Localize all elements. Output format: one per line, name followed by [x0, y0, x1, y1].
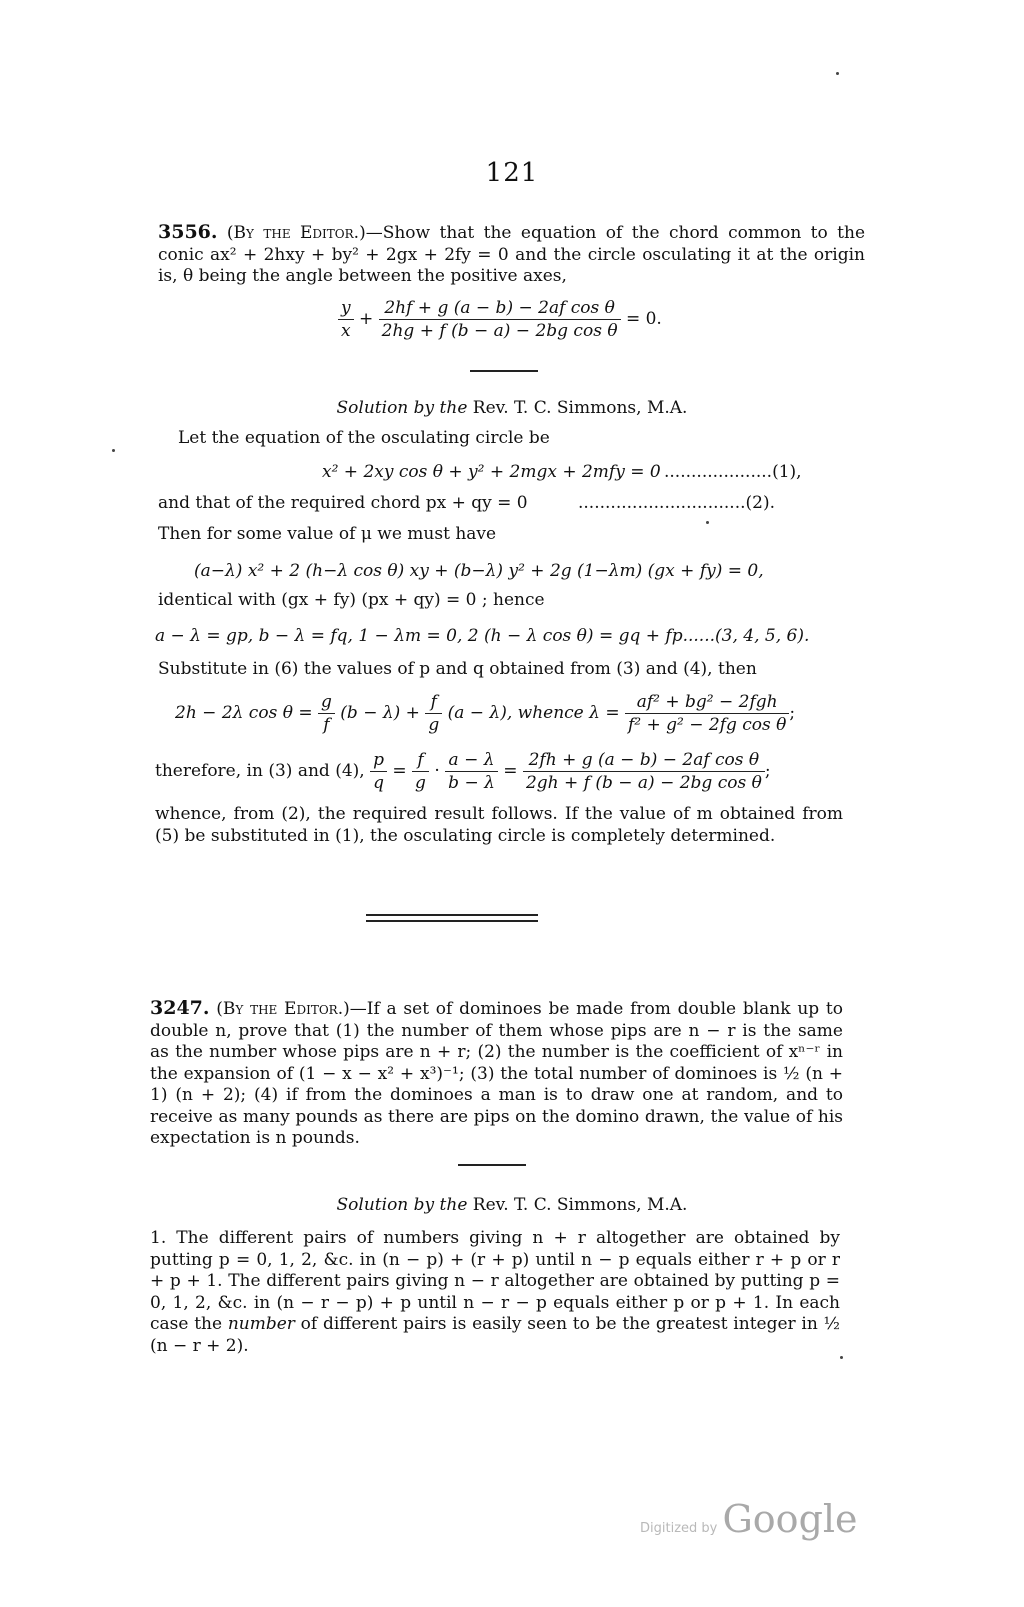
y-over-x: $\frac{y}{x}$ — [338, 298, 354, 341]
solution-2-text: 1. The different pairs of numbers giving n + r altogether are obtained by putting p = 0, 1, 2, &c. in (n − p) + (r + p) until n − p equals either r + p or r + p + 1. The different pairs giving n − r altogether are obtained by putting p = 0, 1, 2, &c. in (n − r − p) + p until n − r − p equals either p or p + 1. In each case the number of different pairs is easily seen to be the greatest integer in ½ (n − r + 2). — [150, 1228, 841, 1356]
problem-text: —If a set of dominoes be made from double blank up to double n, prove that (1) the number of them whose pips are n − r is the same as the number whose pips are n + r; (2) the number is the coefficient of xⁿ⁻ʳ in the expansion of (1 − x − x² + x³)⁻¹; (3) the total number of dominoes is ½ (n + 1) (n + 2); (4) if from the dominoes a man is to draw one at random, and to receive as many pounds as there are pips on the domino drawn, the value of his expectation is n pounds. — [150, 999, 843, 1148]
conditions-equation: a − λ = gp, b − λ = fq, 1 − λm = 0, 2 (h − λ cos θ) = gq + fp......(3, 4, 5, 6). — [155, 626, 810, 646]
problem-3247 — [150, 998, 843, 1150]
problem-number: 3556. — [158, 221, 218, 243]
double-divider-bottom — [366, 920, 538, 922]
solution-line: Let the equation of the osculating circle be — [178, 428, 550, 448]
problem-number: 3247. — [150, 997, 210, 1019]
chord-line: and that of the required chord px + qy = 0 — [158, 493, 528, 513]
double-divider-top — [366, 914, 538, 916]
watermark-small: Digitized by — [640, 1521, 718, 1536]
print-speck — [112, 449, 115, 452]
main-numerator: 2hf + g (a − b) − 2af cos θ — [379, 298, 621, 320]
main-equation-rhs: = 0. — [625, 309, 662, 329]
main-equation: $\frac{y}{x}$ + $\frac{\text{2hf + g (a − b) − 2af cos θ}}{\text{2hg + f (b − a) − 2bg cos θ}}$ = 0. — [338, 298, 662, 341]
main-denominator: 2hg + f (b − a) − 2bg cos θ — [381, 321, 618, 341]
solution-closing: whence, from (2), the required result follows. If the value of m obtained from (5) be substituted in (1), the osculating circle is completely determined. — [155, 804, 843, 846]
watermark-logo: Google — [722, 1497, 858, 1541]
problem-author: (By the Editor.) — [216, 999, 350, 1019]
solution-heading: Solution by the Rev. T. C. Simmons, M.A. — [336, 398, 688, 418]
short-divider — [458, 1164, 526, 1166]
equation-tag-1: ....................(1), — [664, 462, 802, 482]
solution-line: Substitute in (6) the values of p and q obtained from (3) and (4), then — [158, 659, 757, 679]
solution-line: Then for some value of μ we must have — [158, 524, 497, 544]
circle-equation: x² + 2xy cos θ + y² + 2mgx + 2mfy = 0 — [322, 462, 661, 482]
short-divider — [470, 370, 538, 372]
print-speck — [836, 72, 839, 75]
equation-tag-2: ...............................(2). — [578, 493, 776, 513]
solution-line: identical with (gx + fy) (px + qy) = 0 ; hence — [158, 590, 545, 610]
page-number: 121 — [485, 158, 539, 188]
problem-3556 — [158, 222, 865, 288]
solution-heading: Solution by the Rev. T. C. Simmons, M.A. — [336, 1195, 688, 1215]
problem-text: —Show that the equation of the chord common to the conic ax² + 2hxy + by² + 2gx + 2fy = 0 and the circle osculating it at the origin is, θ being the angle between the positive axes, — [158, 223, 865, 286]
lambda-equation: 2h − 2λ cos θ = $\frac{g}{f}$ (b − λ) + $\frac{f}{g}$ (a − λ), whence λ = $\frac{\text{af² + bg² − 2fgh}}{\text{f² + g² − 2fg cos θ}}$ ; — [175, 692, 796, 735]
ratio-equation: therefore, in (3) and (4), $\frac{p}{q}$ = $\frac{f}{g}$ · $\frac{a - \lambda}{b - \lambda}$ = $\frac{\text{2fh + g (a − b) − 2af cos θ}}{\text{2gh + f (b − a) − 2bg cos θ}}$ ; — [155, 750, 771, 793]
identity-equation: (a−λ) x² + 2 (h−λ cos θ) xy + (b−λ) y² + 2g (1−λm) (gx + fy) = 0, — [194, 561, 764, 581]
google-watermark — [640, 1497, 858, 1541]
print-speck — [840, 1356, 843, 1359]
print-speck — [706, 521, 709, 524]
main-fraction — [379, 298, 621, 341]
problem-author: (By the Editor.) — [226, 223, 366, 243]
